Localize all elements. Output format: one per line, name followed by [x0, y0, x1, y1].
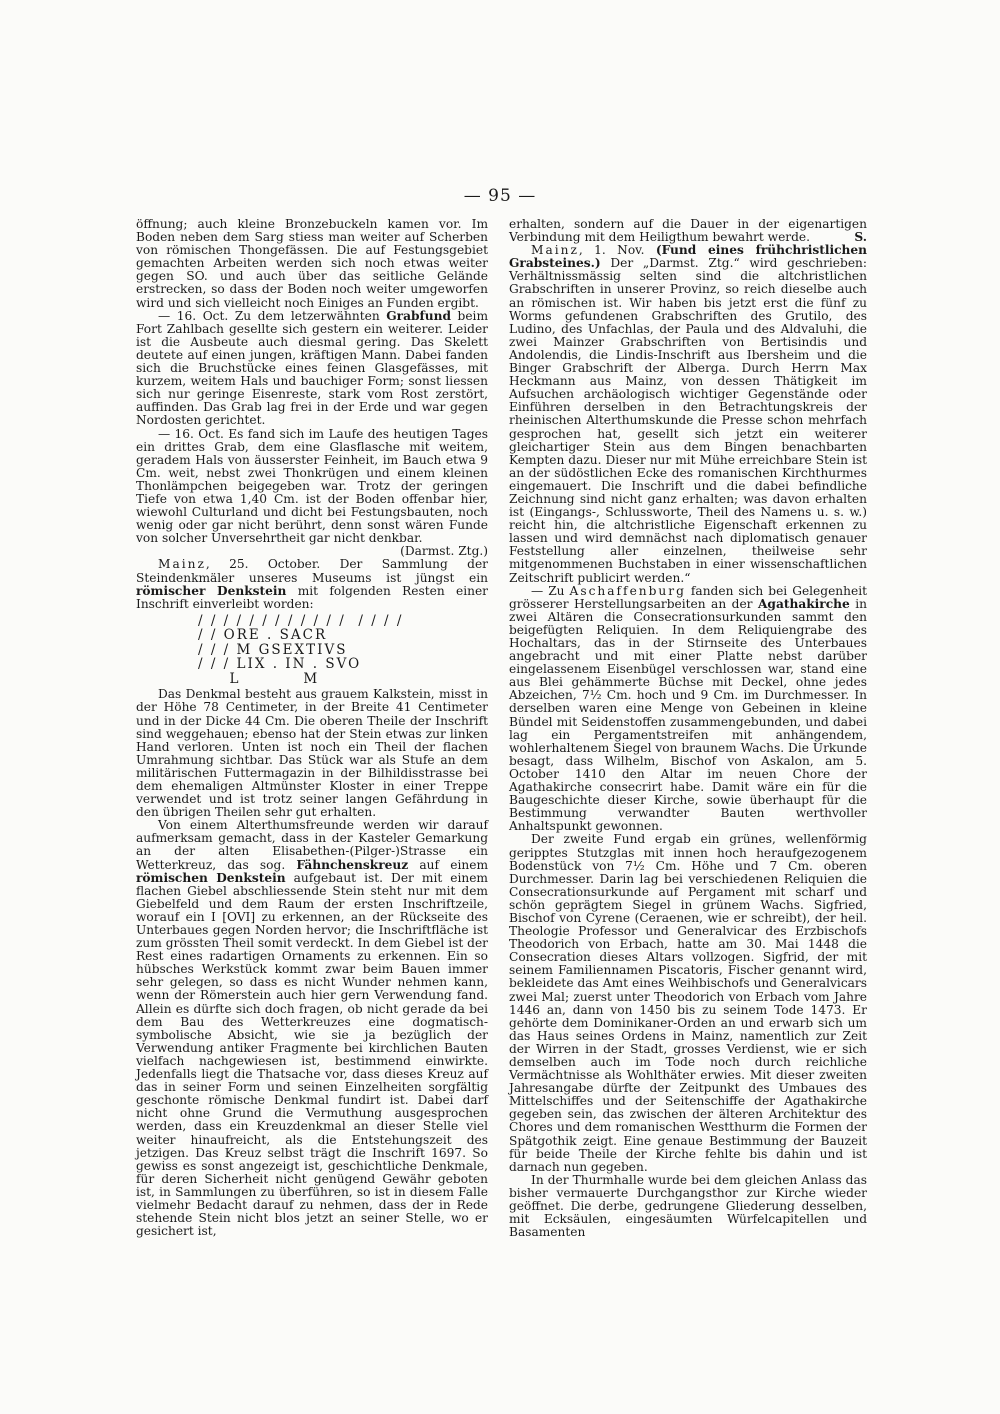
bold-term: (Fund eines frühchristlichen Grabsteines.) [509, 243, 867, 271]
text-run: erhalten, sondern auf die Dauer in der eigenartigen Verbindung mit dem Heiligthum bewahrt werde. [509, 217, 867, 245]
paragraph [136, 819, 488, 1238]
paragraph: Das Denkmal besteht aus grauem Kalkstein, misst in der Höhe 78 Centimeter, in der Breite 41 Centimeter und in der Dicke 44 Cm. Die oberen Theile der Inschrift sind weggehauen; ebenso hat der Stein etwas zur linken Hand verloren. Unten ist noch ein Theil der flachen Umrahmung sichtbar. Das Stück war als Stufe an dem militärischen Futtermagazin in der Bilhildisstrasse bei dem ehemaligen Altmünster Kloster in einer Treppe verwendet und ist trotz seiner langen Gefährdung in den übrigen Theilen sehr gut erhalten. [136, 687, 488, 820]
inscription-line: / / / LIX . IN . SVO [198, 656, 362, 673]
paragraph [509, 585, 867, 834]
inscription-line: / / ORE . SACR [198, 627, 328, 644]
signature-initial: S. [854, 230, 867, 245]
spaced-place: Mainz [531, 243, 579, 258]
page-number: — 95 — [463, 186, 537, 206]
text-run: fanden sich bei Gelegenheit grösserer Herstellungsarbeiten an der [509, 583, 867, 611]
paragraph [136, 558, 488, 610]
bold-term: römischer Denkstein [136, 583, 287, 598]
text-run: Der „Darmst. Ztg.“ wird geschrieben: Verhältnissmässig selten sind die altchristlichen Grabschriften in unserer Provinz, so reich dieselbe auch an römischen ist. Wir haben bis jetzt erst die fünf zu Worms gefundenen Grabschriften des Grutilo, des Ludino, des Unfachlas, der Paula und des Aldvaluhi, die zwei Mainzer Grabschriften von Bertisindis und Andolendis, die Lindis-Inschrift aus Ibersheim und die Binger Grabschrift der Alberga. Durch Herrn Max Heckmann aus Mainz, von dessen Thätigkeit im Aufsuchen archäologisch wichtiger Gegenstände oder Einführen derselben in den Betrachtungskreis der rheinischen Alterthumskunde die Presse schon mehrfach gesprochen hat, gesellt sich jetzt ein weiterer gleichartiger Stein aus dem Bingen benachbarten Kempten dazu. Dieser nur mit Mühe erreichbare Stein ist an der südöstlichen Ecke des romanischen Kirchthurmes eingemauert. Die Inschrift und die dabei befindliche Zeichnung sind nicht ganz erhalten; was davon erhalten ist (Eingangs-, Schlussworte, Theil des Namens u. s. w.) reicht hin, die altchristliche Eigenschaft erkennen zu lassen und wird demnächst nach diplomatisch genauer Feststellung aller einzelnen, theilweise sehr mitgenommenen Buchstaben in einer wissenschaftlichen Zeitschrift publicirt werden.“ [509, 256, 867, 585]
text-run: — 16. Oct. Zu dem letzerwähnten [158, 308, 387, 323]
left-column [136, 218, 488, 1238]
bold-term: Agathakirche [757, 596, 850, 611]
text-run: beim Fort Zahlbach gesellte sich gestern ein weiterer. Leider ist die Ausbeute auch diesmal gering. Das Skelett deutete auf einen jungen, kräftigen Mann. Dabei fanden sich die Bruchstücke eines feinen Glasgefässes, mit kurzem, weitem Hals und bauchiger Form; sonst liessen sich nur geringe Eisenreste, stark vom Rost zerstört, auffinden. Das Grab lag frei in der Erde und war gegen Nordosten gerichtet. [136, 308, 488, 428]
paragraph: In der Thurmhalle wurde bei dem gleichen Anlass das bisher vermauerte Durchgangsthor zur Kirche wieder geöffnet. Die derbe, gedrungene Gliederung desselben, mit Ecksäulen, eingesäumten Würfelcapitellen und Basamenten [509, 1172, 867, 1240]
inscription-line: L M [198, 670, 320, 687]
text-run: auf einem [408, 857, 488, 872]
text-run: mit folgenden Resten einer Inschrift einverleibt worden: [136, 583, 488, 611]
paragraph: Der zweite Fund ergab ein grünes, wellenförmig geripptes Stutzglas mit innen hoch heraufgezogenem Bodenstück von 7½ Cm. Höhe und 7 Cm. oberen Durchmesser. Darin lag bei verschiedenen Reliquien die Consecrationsurkunde auf Pergament mit scharf und schön geprägtem Siegel in grünem Wachs. Sigfried, Bischof von Cyrene (Ceraenen, wie er schreibt), der heil. Theologie Professor und Generalvicar des Erzbischofs Theodorich von Erbach, hatte am 30. Mai 1448 die Consecration dieses Altars vollzogen. Sigfrid, der mit seinem Familiennamen Piscatoris, Fischer genannt wird, bekleidete das Amt eines Weihbischofs und Generalvicars zwei Mal; zuerst unter Theodorich von Erbach vom Jahre 1446 an, dann von 1450 bis zu seinem Tode 1473. Er gehörte dem Dominikaner-Orden an und erwarb sich um das Haus seines Ordens in Mainz, namentlich zur Zeit der Wirren in der Stadt, grosses Verdienst, wie er sich demselben auch im Tode noch durch reichliche Vermächtnisse als Wohlthäter erwies. Mit dieser zweiten Jahresangabe dürfte der Zeitpunkt des Umbaues des Mittelschiffes und der Seitenschiffe der Agathakirche gegeben sein, das zwischen der älteren Architektur des Chores und dem romanischen Westthurm die Formen der Spätgothik zeigt. Eine genaue Bestimmung der Bauzeit für beide Theile der Kirche fehlte bis dahin und ist darnach nun gegeben. [509, 832, 867, 1174]
text-run: , 25. October. Der Sammlung der Steindenkmäler unseres Museums ist jüngst ein [136, 557, 488, 585]
text-run: in zwei Altären die Consecrationsurkunden sammt den beigefügten Reliquien. In dem Reliquiengrabe des Hochaltars, das in der Stirnseite des Unterbaues angebracht und mit einer Platte nebst darüber eingelassenem Eisenbügel verschlossen war, stand eine aus Blei gehämmerte Büchse mit Deckel, ohne jedes Abzeichen, 7½ Cm. hoch und 9 Cm. im Durchmesser. In derselben waren eine Menge von Gebeinen in kleine Bündel mit Seidenstoffen zusammengebunden, und dabei lag ein Pergamentstreifen mit anhängendem, wohlerhaltenem Siegel von braunem Wachs. Die Urkunde besagt, dass Wilhelm, Bischof von Askalon, am 5. October 1410 den Altar im neuen Chore der Agathakirche consecrirt habe. Damit wäre ein für die Baugeschichte dieser Kirche, sowie überhaupt für die Bestimmung verwandter Bauten werthvoller Anhaltspunkt gewonnen. [509, 596, 867, 834]
source-citation: (Darmst. Ztg.) [400, 544, 488, 559]
text-run: Von einem Alterthumsfreunde werden wir darauf aufmerksam gemacht, dass in der Kasteler Gemarkung an der alten Elisabethen-(Pilger-)Strasse ein Wetterkreuz, das sog. [136, 818, 488, 872]
spaced-place: Mainz [158, 557, 206, 572]
inscription-block [198, 614, 488, 687]
paragraph [509, 218, 867, 244]
bold-term: römischen Denkstein [136, 870, 286, 885]
text-run: aufgebaut ist. Der mit einem flachen Giebel abschliessende Stein steht nur mit dem Giebelfeld und dem Raum der ersten Inschriftzeile, worauf ein I [OVI] zu erkennen, an der Rückseite des Unterbaues gegen Norden hervor; die Inschriftfläche ist zum grössten Theil somit verdeckt. In dem Giebel ist der Rest eines radartigen Ornaments zu erkennen. Ein so hübsches Werkstück kommt zwar beim Bauen immer sehr gelegen, so dass es nicht Wunder nehmen kann, wenn der Römerstein auch hier gern Verwendung fand. Allein es dürfte sich doch fragen, ob nicht gerade da bei dem Bau des Wetterkreuzes eine dogmatisch-symbolische Absicht, wie sie ja bezüglich der Verwendung antiker Fragmente bei kirchlichen Bauten vielfach nachgewiesen ist, bestimmend einwirkte. Jedenfalls liegt die Thatsache vor, dass dieses Kreuz auf das in seiner Form und seinen Einzelheiten sorgfältig geschonte römische Denkmal fundirt ist. Dabei darf nicht ohne Grund die Vermuthung ausgesprochen werden, dass ein Kreuzdenkmal an dieser Stelle viel weiter hinaufreicht, als die Entstehungszeit des jetzigen. Das Kreuz selbst trägt die Inschrift 1697. So gewiss es sonst angezeigt ist, geschichtliche Denkmale, für deren Sicherheit nicht genügend Gewähr geboten ist, in Sammlungen zu überführen, so ist in diesem Falle vielmehr Bedacht darauf zu nehmen, dass der in Rede stehende Stein nicht blos jetzt an seiner Stelle, wo er gesichert ist, [136, 870, 488, 1239]
bold-term: Fähnchenskreuz [296, 857, 409, 872]
right-column [509, 218, 867, 1239]
paragraph [509, 244, 867, 584]
paragraph: — 16. Oct. Es fand sich im Laufe des heutigen Tages ein drittes Grab, dem eine Glasflasche mit weitem, geradem Hals von äusserster Feinheit, im Bauch etwa 9 Cm. weit, nebst zwei Thonkrügen und einem kleinen Thonlämpchen beigegeben war. Trotz der geringen Tiefe von etwa 1,40 Cm. ist der Boden offenbar hier, wiewohl Culturland und dicht bei Festungsbauten, noch wenig oder gar nicht berührt, denn sonst wären Funde von solcher Unversehrtheit gar nicht denkbar. [136, 426, 488, 546]
paragraph: öffnung; auch kleine Bronzebuckeln kamen vor. Im Boden neben dem Sarg stiess man weiter auf Scherben von römischen Thongefässen. Die auf Festungsgebiet gemachten Arbeiten werden sich noch etwas weiter gegen SO. und auch über das seitliche Gelände erstrecken, so dass der Boden noch weiter umgeworfen wird und sich vielleicht noch Einiges an Funden ergibt. [136, 217, 488, 310]
inscription-line: / / / / / / / / / / / / / / / / [198, 612, 404, 629]
text-run: , 1. Nov. [578, 243, 656, 258]
paragraph [136, 310, 488, 428]
inscription-line: / / / M GSEXTIVS [198, 641, 348, 658]
spaced-place: Aschaffenburg [569, 583, 686, 598]
text-run: — Zu [531, 583, 570, 598]
bold-term: Grabfund [386, 308, 451, 323]
